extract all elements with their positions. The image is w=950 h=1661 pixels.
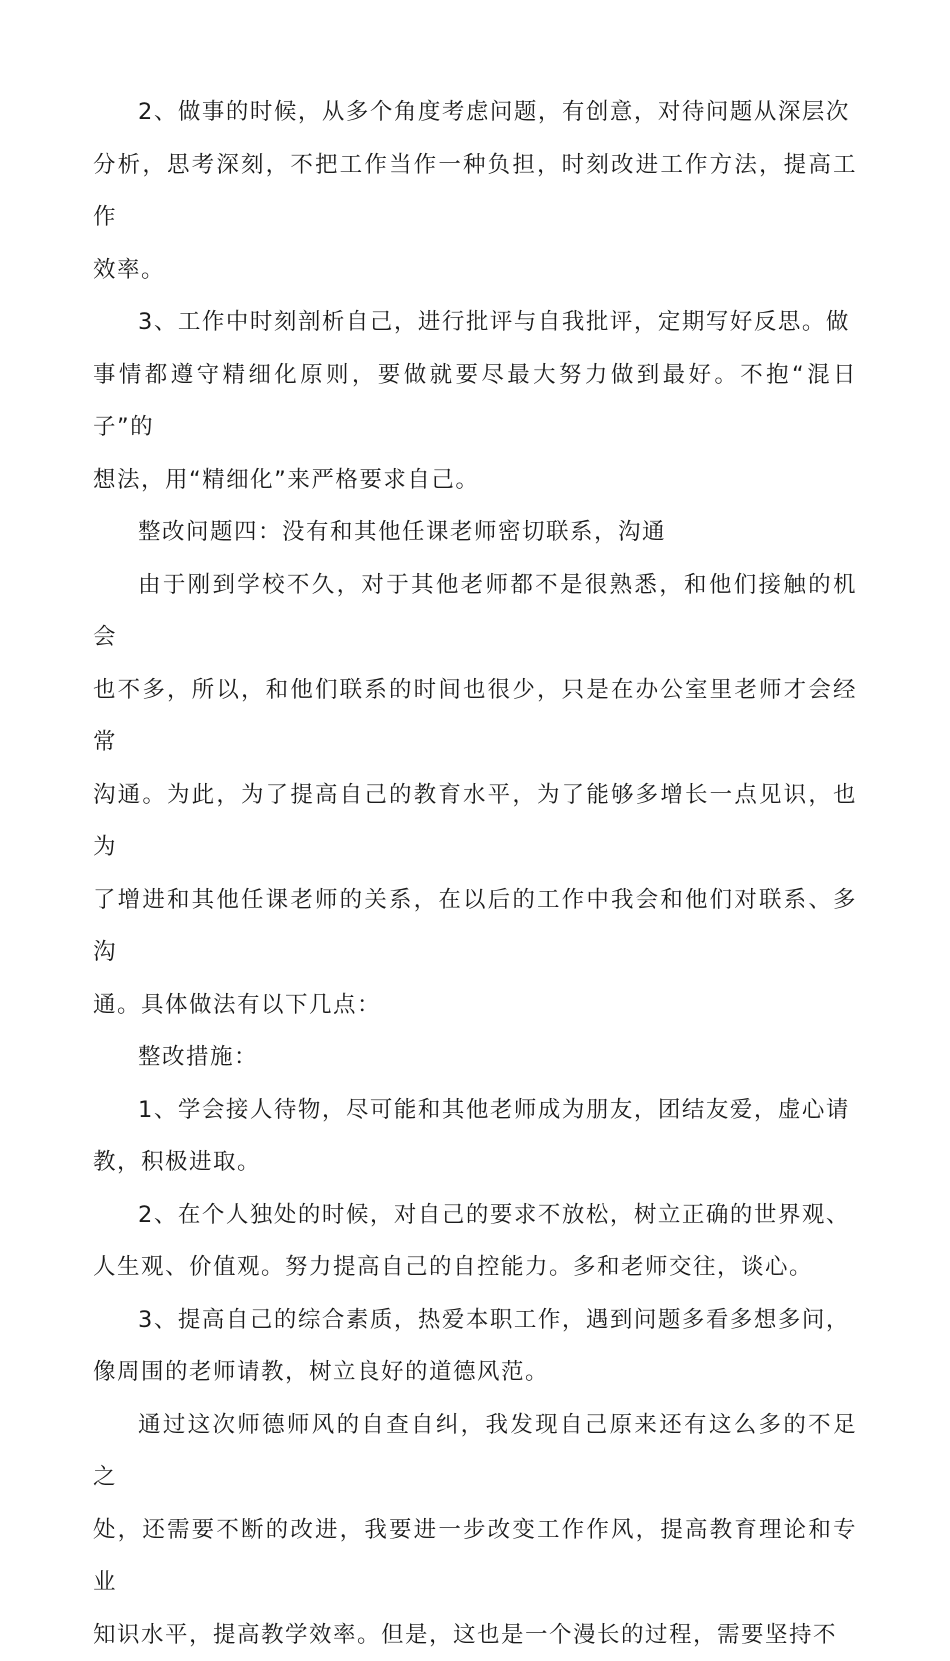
paragraph-problem-description: 由于刚到学校不久，对于其他老师都不是很熟悉，和他们接触的机会 也不多，所以，和他们联系的时间也很少，只是在办公室里老师才会经常 沟通。为此，为了提高自己的教育水平，为了能够多增长一点见识，也为 了增进和其他任课老师的关系，在以后的工作中我会和他们对联系、多沟 通。具体做法有以下几点： [93,559,857,1032]
section-heading-measures: 整改措施： [93,1031,857,1084]
section-heading-problem-four: 整改问题四：没有和其他任课老师密切联系，沟通 [93,506,857,559]
paragraph-item-2-method: 2、做事的时候，从多个角度考虑问题，有创意，对待问题从深层次 分析，思考深刻，不把工作当作一种负担，时刻改进工作方法，提高工作 效率。 [93,86,857,296]
measure-item-1: 1、学会接人待物，尽可能和其他老师成为朋友，团结友爱，虚心请 教，积极进取。 [93,1084,857,1189]
paragraph-item-3-reflection: 3、工作中时刻剖析自己，进行批评与自我批评，定期写好反思。做 事情都遵守精细化原则，要做就要尽最大努力做到最好。不抱“混日子”的 想法，用“精细化”来严格要求自己。 [93,296,857,506]
measure-item-3: 3、提高自己的综合素质，热爱本职工作，遇到问题多看多想多问， 像周围的老师请教，树立良好的道德风范。 [93,1294,857,1399]
document-body [93,86,857,1661]
paragraph-conclusion: 通过这次师德师风的自查自纠，我发现自己原来还有这么多的不足之 处，还需要不断的改进，我要进一步改变工作作风，提高教育理论和专业 知识水平，提高教学效率。但是，这也是一个漫长的过程，需要坚持不 [93,1399,857,1661]
measure-item-2: 2、在个人独处的时候，对自己的要求不放松，树立正确的世界观、 人生观、价值观。努力提高自己的自控能力。多和老师交往，谈心。 [93,1189,857,1294]
